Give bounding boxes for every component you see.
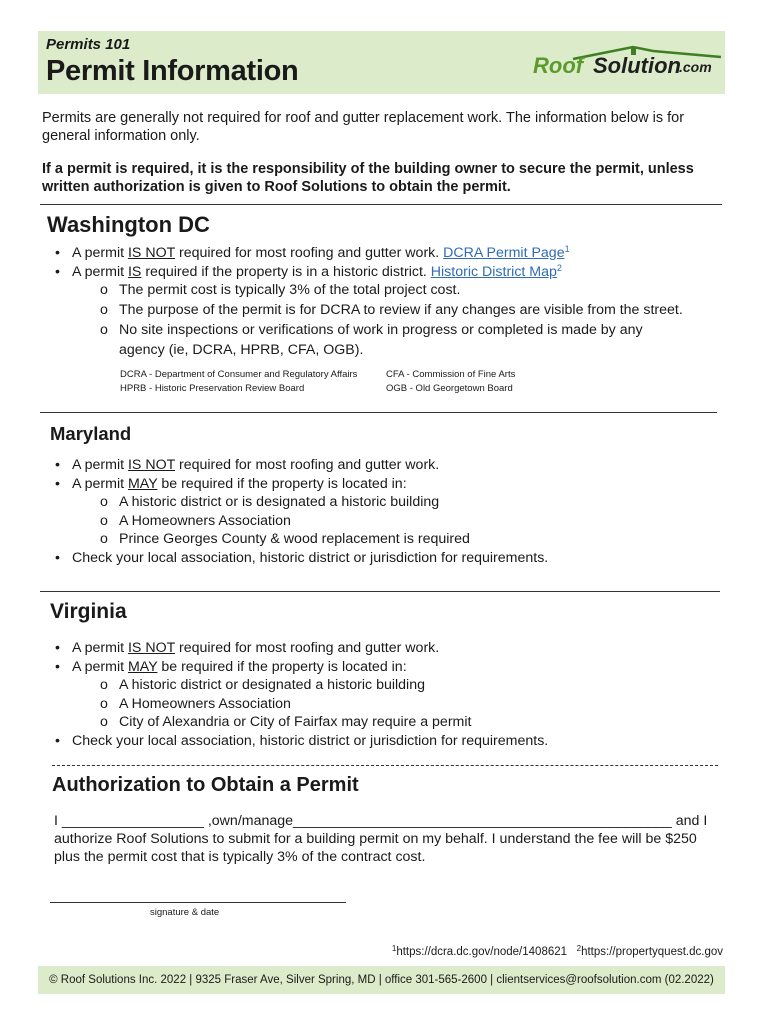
divider bbox=[40, 204, 722, 205]
header-banner bbox=[38, 31, 725, 94]
list-item: o No site inspections or verifications of work in progress or completed is made by any bbox=[40, 320, 730, 340]
list-item: • A permit IS NOT required for most roofing and gutter work. bbox=[40, 456, 730, 475]
dcra-permit-link[interactable]: DCRA Permit Page bbox=[443, 245, 565, 261]
list-item: o A Homeowners Association bbox=[40, 695, 730, 714]
list-item: • A permit IS NOT required for most roofing and gutter work. bbox=[40, 639, 730, 658]
cut-line bbox=[52, 765, 718, 766]
section-heading-authorization: Authorization to Obtain a Permit bbox=[52, 774, 359, 796]
signature-line[interactable] bbox=[50, 902, 346, 903]
maryland-list bbox=[40, 456, 730, 567]
logo-com: .com bbox=[679, 59, 712, 75]
abbr-dcra: DCRA - Department of Consumer and Regulatory Affairs bbox=[120, 369, 358, 380]
kicker: Permits 101 bbox=[46, 36, 131, 53]
list-item: • A permit IS required if the property is in a historic district. Historic District Map$^2$ bbox=[40, 263, 730, 282]
historic-district-map-link[interactable]: Historic District Map bbox=[430, 263, 557, 280]
logo-roof: Roof bbox=[533, 53, 584, 78]
authorization-line[interactable]: I __________________ ,own/manage________________________________________________ and I bbox=[54, 813, 708, 829]
list-item: • A permit IS NOT required for most roofing and gutter work. DCRA Permit Page$^1$ bbox=[40, 244, 730, 263]
list-item: o The permit cost is typically 3% of the total project cost. bbox=[40, 281, 730, 300]
intro-text: Permits are generally not required for roof and gutter replacement work. The information below is for general information only. bbox=[42, 110, 685, 144]
dc-list bbox=[40, 244, 730, 360]
divider bbox=[40, 412, 717, 413]
list-item: • A permit MAY be required if the property is located in: bbox=[40, 475, 730, 494]
logo-solution: Solution bbox=[593, 53, 681, 78]
warning-text: If a permit is required, it is the responsibility of the building owner to secure the permit, unless written authorization is given to Roof Solutions to obtain the permit. bbox=[42, 161, 694, 195]
page-title: Permit Information bbox=[46, 55, 299, 87]
authorization-line: plus the permit cost that is typically 3% of the contract cost. bbox=[54, 849, 426, 865]
roof-solution-logo bbox=[533, 45, 723, 89]
list-item: o A historic district or is designated a historic building bbox=[40, 493, 730, 512]
list-item: o Prince Georges County & wood replacement is required bbox=[40, 530, 730, 549]
footer-bar: © Roof Solutions Inc. 2022 | 9325 Fraser Ave, Silver Spring, MD | office 301-565-2600 | clientservices@roofsolution.com (02.2022) bbox=[38, 966, 725, 994]
authorization-text bbox=[54, 812, 722, 866]
footnotes: $^1$https://dcra.dc.gov/node/1408621 $^2$https://propertyquest.dc.gov bbox=[391, 944, 723, 958]
section-heading-maryland: Maryland bbox=[50, 423, 132, 444]
list-item: o A historic district or designated a historic building bbox=[40, 676, 730, 695]
list-item: o City of Alexandria or City of Fairfax may require a permit bbox=[40, 713, 730, 732]
virginia-list bbox=[40, 639, 730, 750]
abbr-cfa: CFA - Commission of Fine Arts bbox=[386, 369, 516, 380]
list-item-continuation: agency (ie, DCRA, HPRB, CFA, OGB). bbox=[119, 341, 364, 358]
list-item: • Check your local association, historic district or jurisdiction for requirements. bbox=[40, 732, 730, 751]
authorization-line: authorize Roof Solutions to submit for a building permit on my behalf. I understand the fee will be $250 bbox=[54, 831, 697, 847]
abbr-ogb: OGB - Old Georgetown Board bbox=[386, 383, 513, 394]
signature-label: signature & date bbox=[150, 907, 220, 918]
list-item: o The purpose of the permit is for DCRA to review if any changes are visible from the street. bbox=[40, 300, 730, 320]
section-heading-virginia: Virginia bbox=[50, 600, 127, 623]
divider bbox=[40, 591, 720, 592]
list-item: • A permit MAY be required if the property is located in: bbox=[40, 658, 730, 677]
list-item: o A Homeowners Association bbox=[40, 512, 730, 531]
list-item: • Check your local association, historic district or jurisdiction for requirements. bbox=[40, 549, 730, 568]
abbr-hprb: HPRB - Historic Preservation Review Board bbox=[120, 383, 305, 394]
section-heading-dc: Washington DC bbox=[47, 212, 210, 237]
